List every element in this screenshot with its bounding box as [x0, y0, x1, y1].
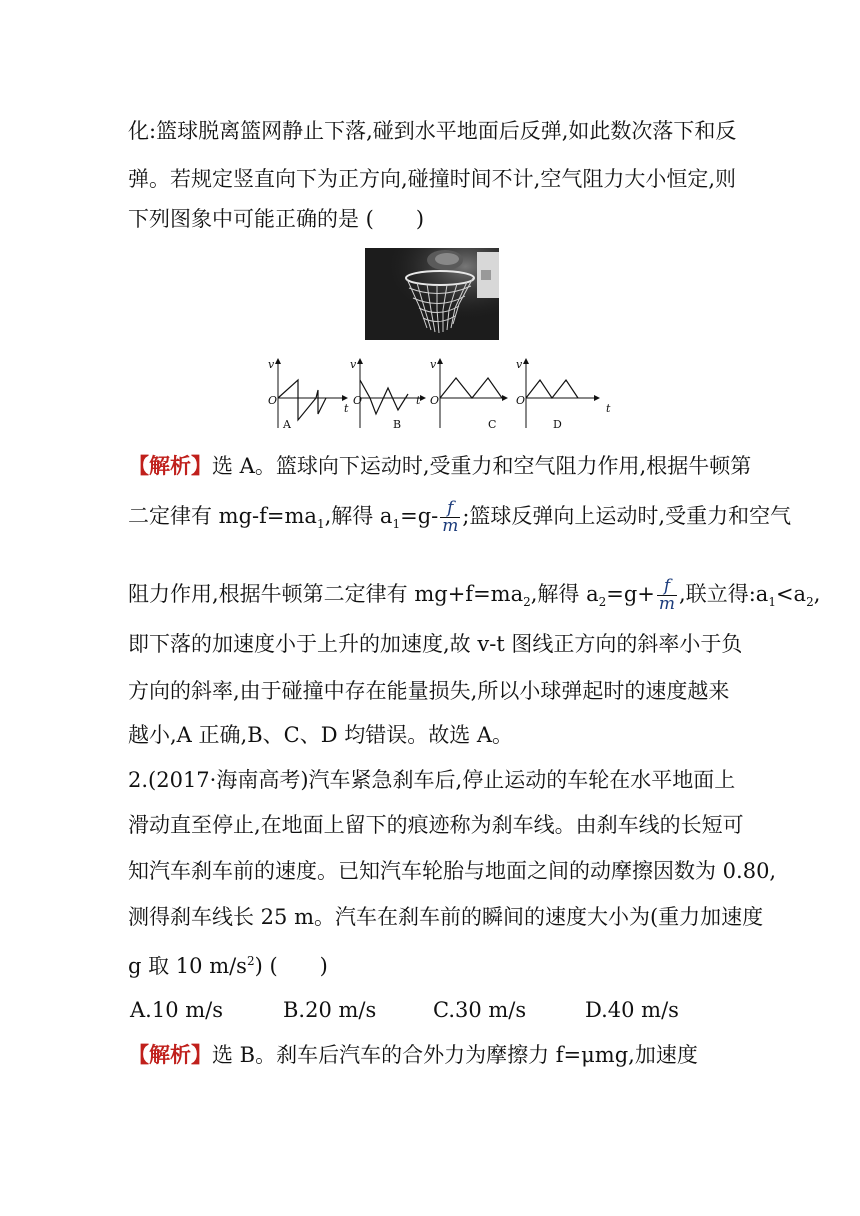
q1-line-2: 弹。若规定竖直向下为正方向,碰撞时间不计,空气阻力大小恒定,则 — [128, 167, 737, 191]
a2-line-1 — [128, 1040, 698, 1070]
q1-line-1: 化:篮球脱离篮网静止下落,碰到水平地面后反弹,如此数次落下和反 — [128, 119, 737, 143]
graph-b-label: B — [393, 418, 402, 431]
q2-line-4: 测得刹车线长 25 m。汽车在刹车前的瞬间的速度大小为(重力加速度 — [128, 905, 764, 929]
graph-c-v: v — [430, 358, 437, 371]
graph-d — [516, 358, 611, 431]
graph-c-label: C — [488, 418, 497, 431]
q2-line-2: 滑动直至停止,在地面上留下的痕迹称为刹车线。由刹车线的长短可 — [128, 813, 744, 837]
graph-b-v: v — [350, 358, 357, 371]
graph-c-o: O — [430, 394, 440, 407]
option-b: B.20 m/s — [283, 998, 377, 1022]
graph-a-label: A — [283, 418, 291, 431]
option-c: C.30 m/s — [433, 998, 527, 1022]
basketball-hoop-photo — [365, 248, 499, 340]
graph-a-v: v — [268, 358, 275, 371]
fraction-f-over-m-2: $\frac{f}{m}$ — [658, 576, 676, 614]
graph-a-t: t — [344, 402, 349, 415]
graph-a-o: O — [268, 394, 278, 407]
q2-line-3: 知汽车刹车前的速度。已知汽车轮胎与地面之间的动摩擦因数为 0.80, — [128, 859, 777, 883]
graph-d-o: O — [516, 394, 526, 407]
option-a: A.10 m/s — [130, 998, 224, 1022]
q2-line-5: g 取 10 $m/s^2$) ( ) — [128, 954, 328, 978]
graph-b-t: t — [416, 394, 421, 407]
a1-line-1-text: 选 A。篮球向下运动时,受重力和空气阻力作用,根据牛顿第 — [212, 454, 752, 478]
graph-d-label: D — [553, 418, 562, 431]
a1-line-2: 二定律有 $mg-f=ma_1$,解得 $a_1=g-$ $\frac{f}{m}$ ;篮球反弹向上运动时,受重力和空气 — [128, 498, 792, 536]
q1-line-3: 下列图象中可能正确的是 ( ) — [128, 207, 425, 231]
graph-d-v: v — [516, 358, 523, 371]
a1-line-3: 阻力作用,根据牛顿第二定律有 $mg+f=ma_2$,解得 $a_2=g+$ $\frac{f}{m}$ ,联立得$:a_1<a_2$, — [128, 576, 821, 614]
option-d: D.40 m/s — [585, 998, 679, 1022]
vt-graphs — [258, 358, 628, 438]
a1-line-1 — [128, 451, 751, 481]
graph-d-t: t — [606, 402, 611, 415]
analysis-tag: 【解析】 — [128, 453, 212, 478]
a2-line-1-text: 选 B。刹车后汽车的合外力为摩擦力 f=μmg,加速度 — [212, 1043, 698, 1067]
a1-line-4: 即下落的加速度小于上升的加速度,故 v-t 图线正方向的斜率小于负 — [128, 632, 743, 656]
graph-c — [430, 358, 508, 431]
analysis-tag-2: 【解析】 — [128, 1042, 212, 1067]
graph-b — [350, 358, 426, 431]
q2-line-1: 2.(2017·海南高考)汽车紧急刹车后,停止运动的车轮在水平地面上 — [128, 768, 736, 792]
fraction-f-over-m: $\frac{f}{m}$ — [442, 498, 459, 536]
a1-line-6: 越小,A 正确,B、C、D 均错误。故选 A。 — [128, 723, 514, 747]
graph-b-o: O — [353, 394, 363, 407]
a1-line-5: 方向的斜率,由于碰撞中存在能量损失,所以小球弹起时的速度越来 — [128, 679, 730, 703]
graph-a — [268, 358, 349, 431]
